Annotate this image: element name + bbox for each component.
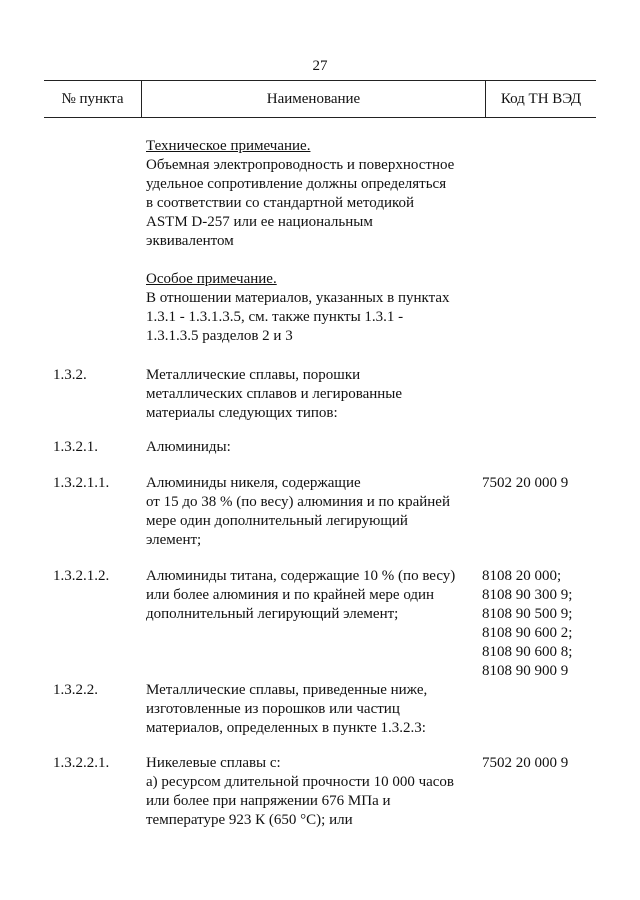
- special-note-line: 1.3.1.3.5 разделов 2 и 3: [146, 328, 293, 344]
- special-note: [146, 270, 491, 346]
- code-line: 8108 90 600 8;: [482, 644, 573, 660]
- entry-name: [146, 567, 491, 624]
- entry-line: или более при напряжении 676 МПа и: [146, 793, 391, 809]
- entry-line: температуре 923 К (650 °С); или: [146, 812, 353, 828]
- header-col-name: Наименование: [142, 81, 486, 118]
- entry-name: [146, 681, 491, 738]
- entry-line: Никелевые сплавы с:: [146, 755, 281, 771]
- entry-line: от 15 до 38 % (по весу) алюминия и по крайней: [146, 494, 450, 510]
- entry-line: мере один дополнительный легирующий: [146, 513, 408, 529]
- entry-line: Алюминиды никеля, содержащие: [146, 475, 361, 491]
- entry-line: Металлические сплавы, приведенные ниже,: [146, 682, 428, 698]
- entry-number: 1.3.2.1.2.: [53, 568, 110, 584]
- entry-name: [146, 754, 491, 830]
- entry-number: 1.3.2.1.1.: [53, 475, 110, 491]
- special-note-line: В отношении материалов, указанных в пунктах: [146, 290, 450, 306]
- entry-code: [482, 754, 568, 773]
- entry-code: [482, 567, 572, 681]
- code-line: 8108 90 500 9;: [482, 606, 573, 622]
- entry-line: или более алюминия и по крайней мере один: [146, 587, 435, 603]
- special-note-line: 1.3.1 - 1.3.1.3.5, см. также пункты 1.3.1 -: [146, 309, 404, 325]
- header-col-code: Код ТН ВЭД: [486, 81, 597, 118]
- entry-line: материалы следующих типов:: [146, 405, 338, 421]
- entry-line: материалов, определенных в пункте 1.3.2.3:: [146, 720, 426, 736]
- technical-note-title: Техническое примечание.: [146, 138, 311, 154]
- code-line: 8108 90 300 9;: [482, 587, 573, 603]
- technical-note: [146, 137, 491, 251]
- entry-line: дополнительный легирующий элемент;: [146, 606, 399, 622]
- entry-number: 1.3.2.1.: [53, 439, 98, 455]
- code-line: 7502 20 000 9: [482, 755, 569, 771]
- table-header: [44, 80, 596, 118]
- entry-line: Алюминиды:: [146, 439, 231, 455]
- entry-number: 1.3.2.2.1.: [53, 755, 110, 771]
- technical-note-line: эквивалентом: [146, 233, 234, 249]
- entry-name: [146, 474, 491, 550]
- entry-line: элемент;: [146, 532, 202, 548]
- technical-note-line: в соответствии со стандартной методикой: [146, 195, 415, 211]
- entry-number: 1.3.2.2.: [53, 682, 98, 698]
- entry-number: 1.3.2.: [53, 367, 87, 383]
- special-note-title: Особое примечание.: [146, 271, 277, 287]
- technical-note-line: удельное сопротивление должны определяться: [146, 176, 447, 192]
- code-line: 8108 90 900 9: [482, 663, 569, 679]
- entry-name: [146, 438, 491, 457]
- code-line: 7502 20 000 9: [482, 475, 569, 491]
- entry-line: Алюминиды титана, содержащие 10 % (по весу): [146, 568, 456, 584]
- entry-name: [146, 366, 491, 423]
- entry-line: Металлические сплавы, порошки: [146, 367, 361, 383]
- header-col-number: № пункта: [44, 81, 142, 118]
- entry-code: [482, 474, 568, 493]
- entry-line: а) ресурсом длительной прочности 10 000 часов: [146, 774, 455, 790]
- page-number: 27: [312, 58, 328, 74]
- code-line: 8108 90 600 2;: [482, 625, 573, 641]
- entry-line: изготовленные из порошков или частиц: [146, 701, 400, 717]
- technical-note-line: Объемная электропроводность и поверхностное: [146, 157, 455, 173]
- code-line: 8108 20 000;: [482, 568, 562, 584]
- technical-note-line: ASTM D-257 или ее национальным: [146, 214, 373, 230]
- entry-line: металлических сплавов и легированные: [146, 386, 403, 402]
